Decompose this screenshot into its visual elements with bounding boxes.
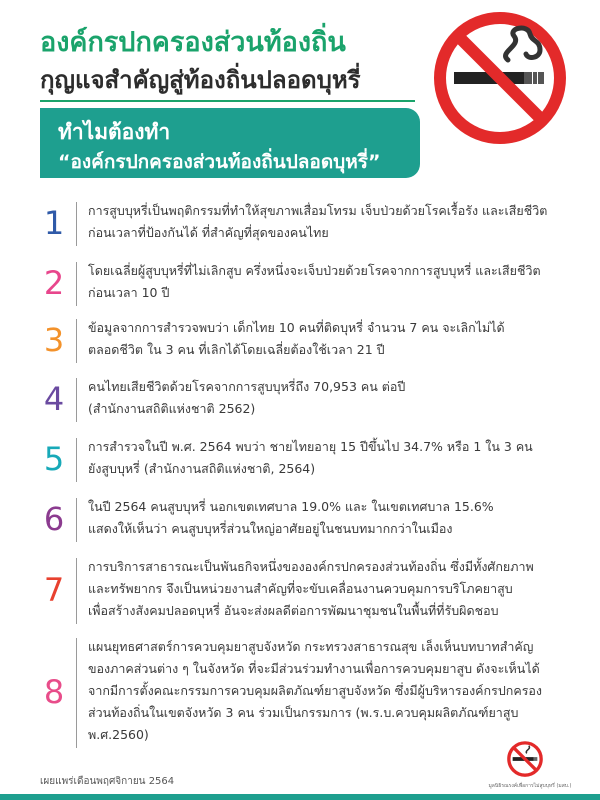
- item-divider: [76, 202, 77, 246]
- item-text-line: ของภาคส่วนต่าง ๆ ในจังหวัด ที่จะมีส่วนร่วมทำงานเพื่อการควบคุมยาสูบ ดังจะเห็นได้: [88, 661, 540, 676]
- list-item: [40, 198, 560, 248]
- item-text-line: การบริการสาธารณะเป็นพันธกิจหนึ่งขององค์กรปกครองส่วนท้องถิ่น ซึ่งมีทั้งศักยภาพ: [88, 559, 534, 574]
- item-text-line: การสูบบุหรี่เป็นพฤติกรรมที่ทำให้สุขภาพเสื่อมโทรม เจ็บป่วยด้วยโรคเรื้อรัง และเสียชีวิต: [88, 203, 548, 218]
- item-text-line: และทรัพยากร จึงเป็นหน่วยงานสำคัญที่จะขับเคลื่อนงานควบคุมการบริโภคยาสูบ: [88, 581, 513, 596]
- list-item: [40, 634, 560, 750]
- item-text-line: แสดงให้เห็นว่า คนสูบบุหรี่ส่วนใหญ่อาศัยอยู่ในชนบทมากกว่าในเมือง: [88, 521, 453, 536]
- item-divider: [76, 558, 77, 624]
- item-text: [88, 436, 558, 480]
- item-number: 1: [43, 204, 65, 242]
- no-smoking-icon: [506, 740, 544, 778]
- item-divider: [76, 319, 77, 363]
- item-text: [88, 556, 558, 622]
- item-text-line: ก่อนเวลา 10 ปี: [88, 285, 170, 300]
- item-text-line: การสำรวจในปี พ.ศ. 2564 พบว่า ชายไทยอายุ 15 ปีขึ้นไป 34.7% หรือ 1 ใน 3 คน: [88, 439, 533, 454]
- list-item: [40, 554, 560, 626]
- item-divider: [76, 638, 77, 748]
- item-text-line: (สำนักงานสถิติแห่งชาติ 2562): [88, 401, 256, 416]
- item-text-line: เพื่อสร้างสังคมปลอดบุหรี่ อันจะส่งผลดีต่อการพัฒนาชุมชนในพื้นที่ที่รับผิดชอบ: [88, 603, 499, 618]
- item-text-line: โดยเฉลี่ยผู้สูบบุหรี่ที่ไม่เลิกสูบ ครึ่งหนึ่งจะเจ็บป่วยด้วยโรคจากการสูบบุหรี่ และเสียชีวิต: [88, 263, 541, 278]
- logo-caption: มูลนิธิรณรงค์เพื่อการไม่สูบบุหรี่ (มสบ.): [488, 783, 572, 789]
- item-number: 4: [43, 380, 65, 418]
- item-number: 5: [43, 440, 65, 478]
- item-text-line: แผนยุทธศาสตร์การควบคุมยาสูบจังหวัด กระทรวงสาธารณสุข เล็งเห็นบทบาทสำคัญ: [88, 639, 534, 654]
- item-text: [88, 200, 558, 244]
- item-text-line: จากมีการตั้งคณะกรรมการควบคุมผลิตภัณฑ์ยาสูบจังหวัด ซึ่งมีผู้บริหารองค์กรปกครอง: [88, 683, 543, 698]
- header: [0, 0, 600, 185]
- list-item: [40, 315, 560, 365]
- list-item: [40, 434, 560, 484]
- page-subtitle: กุญแจสำคัญสู่ท้องถิ่นปลอดบุหรี่: [40, 66, 361, 94]
- publish-date: เผยแพร่เดือนพฤศจิกายน 2564: [40, 776, 175, 787]
- bottom-accent-bar: [0, 794, 600, 800]
- item-text-line: พ.ศ.2560): [88, 727, 149, 742]
- list-item: [40, 258, 560, 308]
- why-banner: [40, 108, 420, 178]
- item-text: [88, 636, 558, 746]
- item-number: 6: [43, 500, 65, 538]
- banner-line-1: ทำไมต้องทำ: [58, 120, 171, 144]
- item-text: [88, 376, 558, 420]
- list-item: [40, 374, 560, 424]
- item-text-line: คนไทยเสียชีวิตด้วยโรคจากการสูบบุหรี่ถึง 70,953 คน ต่อปี: [88, 379, 406, 394]
- item-text: [88, 317, 558, 361]
- item-text-line: ข้อมูลจากการสำรวจพบว่า เด็กไทย 10 คนที่ติดบุหรี่ จำนวน 7 คน จะเลิกไม่ได้: [88, 320, 505, 335]
- item-text-line: ก่อนเวลาที่ป้องกันได้ ที่สำคัญที่สุดของคนไทย: [88, 225, 329, 240]
- item-number: 3: [43, 321, 65, 359]
- item-number: 8: [43, 673, 65, 711]
- item-divider: [76, 438, 77, 482]
- item-number: 2: [43, 264, 65, 302]
- item-text: [88, 496, 558, 540]
- item-divider: [76, 378, 77, 422]
- item-text-line: ตลอดชีวิต ใน 3 คน ที่เลิกได้โดยเฉลี่ยต้องใช้เวลา 21 ปี: [88, 342, 385, 357]
- item-text-line: ในปี 2564 คนสูบบุหรี่ นอกเขตเทศบาล 19.0% และ ในเขตเทศบาล 15.6%: [88, 499, 494, 514]
- item-text: [88, 260, 558, 304]
- item-text-line: ส่วนท้องถิ่นในเขตจังหวัด 3 คน ร่วมเป็นกรรมการ (พ.ร.บ.ควบคุมผลิตภัณฑ์ยาสูบ: [88, 705, 519, 720]
- page-title: องค์กรปกครองส่วนท้องถิ่น: [40, 27, 346, 58]
- title-divider: [40, 100, 415, 102]
- item-text-line: ยังสูบบุหรี่ (สำนักงานสถิติแห่งชาติ, 2564): [88, 461, 316, 476]
- item-number: 7: [43, 571, 65, 609]
- banner-line-2: “องค์กรปกครองส่วนท้องถิ่นปลอดบุหรี่”: [58, 151, 381, 173]
- item-divider: [76, 262, 77, 306]
- no-smoking-icon: [432, 10, 568, 146]
- list-item: [40, 494, 560, 544]
- item-divider: [76, 498, 77, 542]
